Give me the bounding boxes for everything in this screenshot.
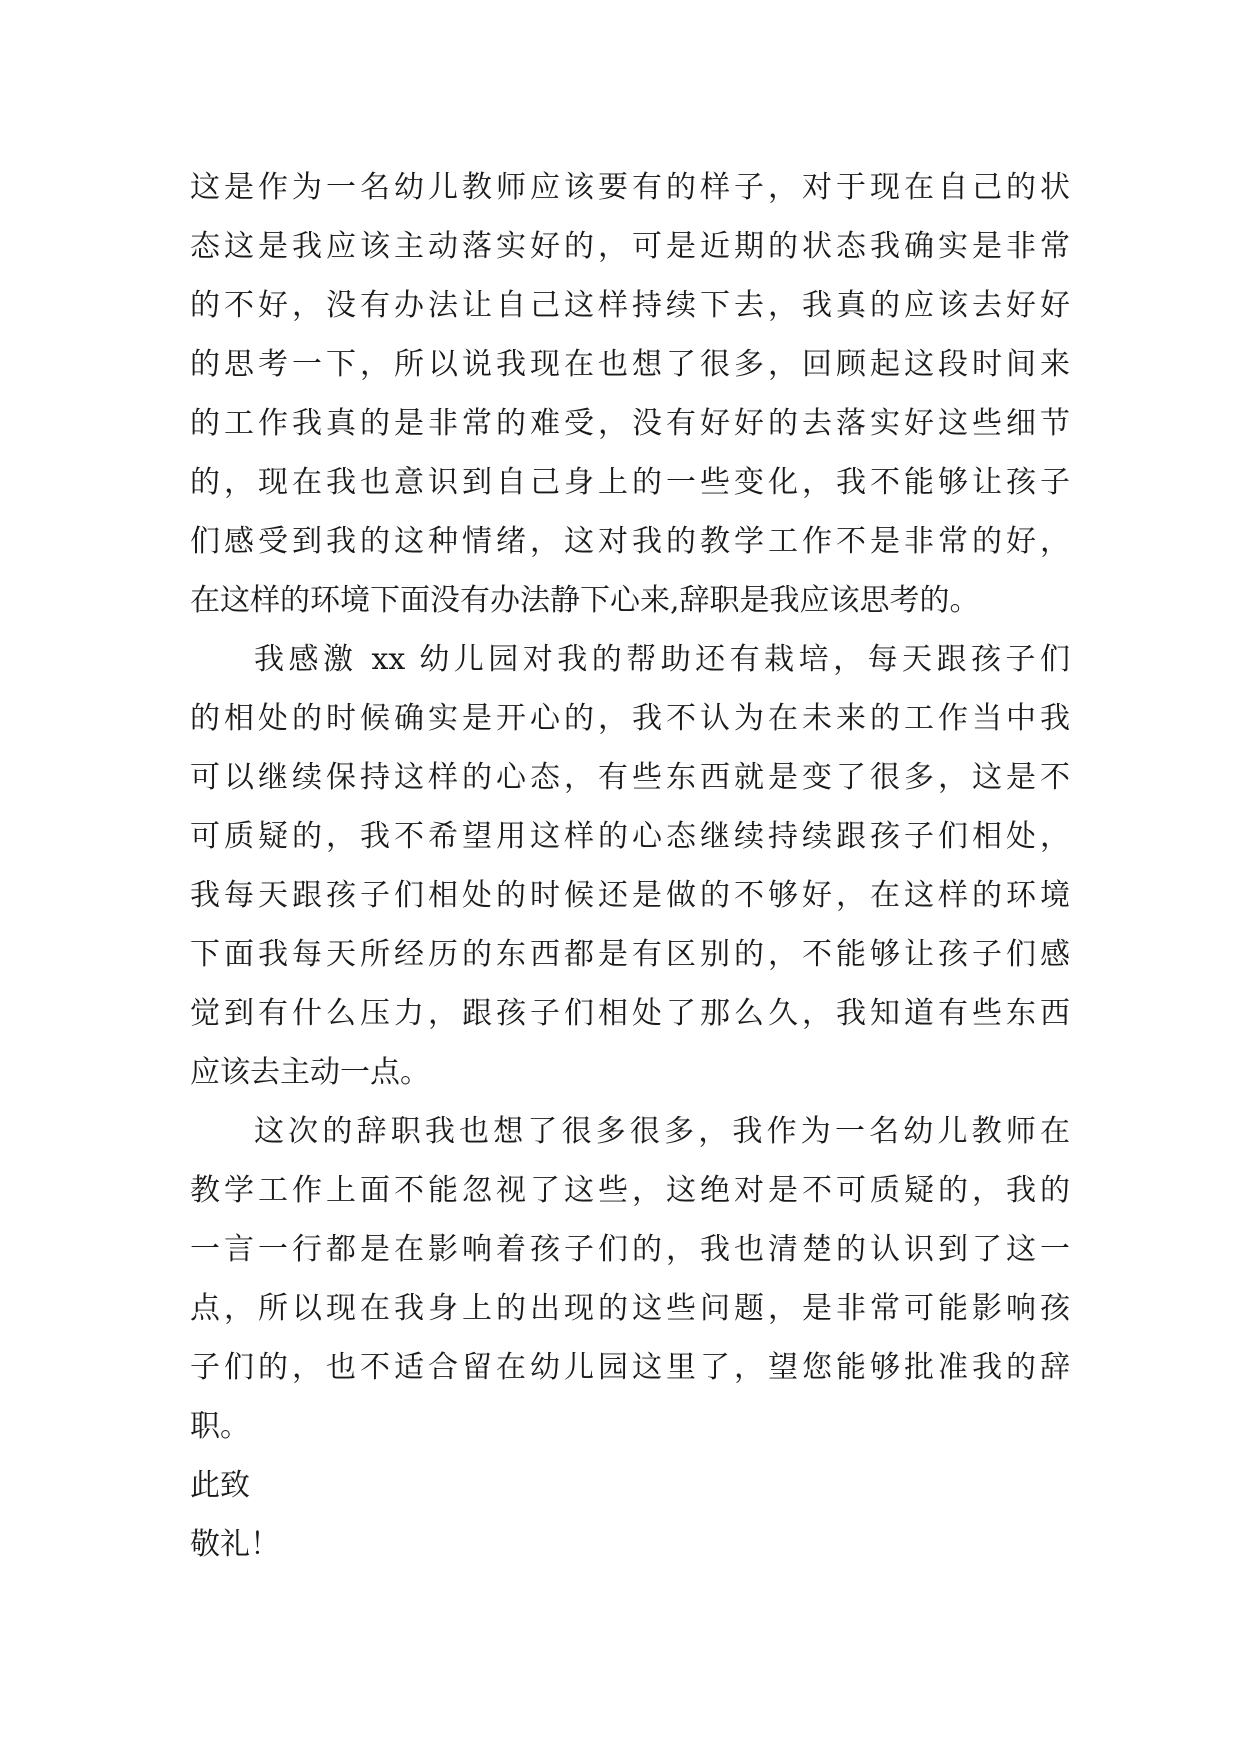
text-line: 的思考一下，所以说我现在也想了很多，回顾起这段时间来	[190, 347, 1070, 382]
text-line: 的，现在我也意识到自己身上的一些变化，我不能够让孩子	[190, 465, 1070, 500]
text-line: 下面我每天所经历的东西都是有区别的，不能够让孩子们感	[190, 937, 1070, 972]
text-line: 可以继续保持这样的心态，有些东西就是变了很多，这是不	[190, 760, 1070, 795]
text-line: 的相处的时候确实是开心的，我不认为在未来的工作当中我	[190, 701, 1070, 736]
text-line: 教学工作上面不能忽视了这些，这绝对是不可质疑的，我的	[190, 1173, 1070, 1208]
text-line: 的不好，没有办法让自己这样持续下去，我真的应该去好好	[190, 288, 1070, 323]
text-line: 一言一行都是在影响着孩子们的，我也清楚的认识到了这一	[190, 1232, 1070, 1267]
text-line: 点，所以现在我身上的出现的这些问题，是非常可能影响孩	[190, 1291, 1070, 1326]
text-line: 可质疑的，我不希望用这样的心态继续持续跟孩子们相处，	[190, 819, 1070, 854]
letter-body	[190, 158, 1070, 1574]
text-line: 我每天跟孩子们相处的时候还是做的不够好，在这样的环境	[190, 878, 1070, 913]
closing-regards: 敬礼！	[190, 1527, 280, 1562]
paragraph-first-line: 我感激 xx 幼儿园对我的帮助还有栽培，每天跟孩子们	[254, 642, 1070, 677]
text-line: 觉到有什么压力，跟孩子们相处了那么久，我知道有些东西	[190, 996, 1070, 1031]
closing-salutation: 此致	[190, 1468, 250, 1503]
text-line: 在这样的环境下面没有办法静下心来,辞职是我应该思考的。	[190, 583, 980, 618]
text-line: 这是作为一名幼儿教师应该要有的样子，对于现在自己的状	[190, 170, 1070, 205]
text-line: 应该去主动一点。	[190, 1055, 430, 1090]
text-line: 态这是我应该主动落实好的，可是近期的状态我确实是非常	[190, 229, 1070, 264]
text-line: 的工作我真的是非常的难受，没有好好的去落实好这些细节	[190, 406, 1070, 441]
text-line: 子们的，也不适合留在幼儿园这里了，望您能够批准我的辞	[190, 1350, 1070, 1385]
paragraph-first-line: 这次的辞职我也想了很多很多，我作为一名幼儿教师在	[254, 1114, 1070, 1149]
text-line: 职。	[190, 1409, 250, 1444]
text-line: 们感受到我的这种情绪，这对我的教学工作不是非常的好，	[190, 524, 1070, 559]
